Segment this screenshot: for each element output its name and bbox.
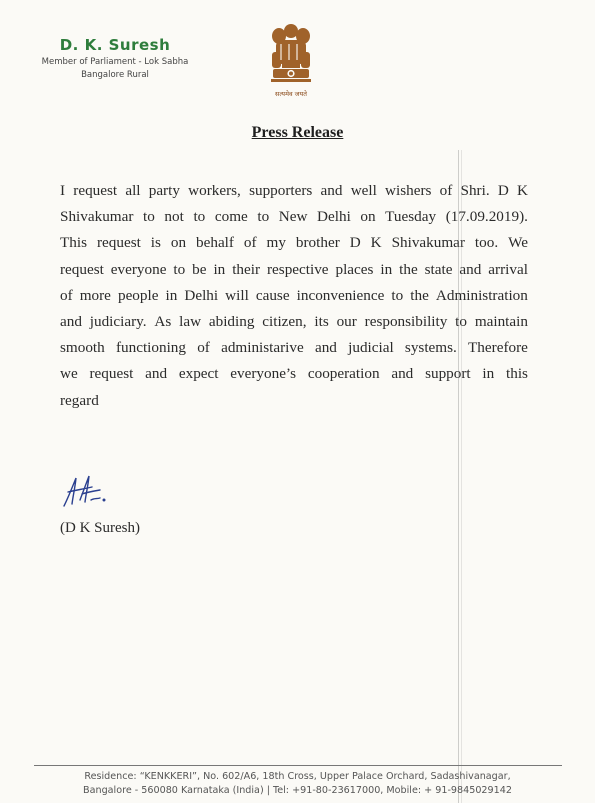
body-word: law (179, 313, 202, 331)
body-word: to (257, 208, 270, 226)
footer-divider (34, 765, 562, 766)
body-word: responsibility (364, 313, 448, 331)
body-word: in (213, 260, 226, 278)
body-word: judicial (348, 339, 394, 357)
body-word: its (314, 313, 329, 331)
body-word: on (170, 234, 187, 252)
body-word: well (350, 182, 377, 199)
body-word: support (425, 365, 471, 383)
body-word: state (424, 260, 453, 278)
body-word: of (243, 234, 257, 252)
sender-role: Member of Parliament - Lok Sabha (41, 57, 189, 67)
fold-line (458, 150, 459, 803)
body-word: request (60, 260, 104, 278)
body-word: cooperation (307, 365, 380, 383)
body-word: systems. (404, 339, 457, 357)
letterhead (20, 36, 210, 80)
body-word: K (370, 234, 382, 252)
body-word: wishers (385, 182, 432, 199)
national-emblem (262, 22, 320, 110)
body-word: is (150, 234, 161, 252)
page-title: Press Release (251, 124, 344, 141)
body-word: not (164, 208, 184, 226)
body-word: (17.09.2019). (445, 208, 528, 226)
body-word: abiding (208, 313, 255, 331)
body-word: I (60, 182, 66, 199)
body-word: Delhi (317, 208, 351, 226)
body-word: on (360, 208, 376, 226)
footer-line: Bangalore - 560080 Karnataka (India) | Tel: +91-80-23617000, Mobile: + 91-9845029142 (83, 785, 512, 796)
footer-address (0, 770, 595, 798)
lion-capital-icon (268, 22, 314, 88)
body-word: everyone (110, 260, 167, 278)
body-word: cause (255, 286, 290, 304)
body-word: brother (295, 234, 340, 252)
body-word: judiciary. (89, 313, 147, 331)
body-word: our (336, 313, 357, 331)
body-word: citizen, (262, 313, 307, 331)
body-word: expect (178, 365, 219, 383)
body-word: We (508, 234, 528, 252)
body-word: to (391, 286, 404, 304)
body-word: functioning (115, 339, 186, 357)
body-word: all (125, 182, 141, 199)
body-word: in (380, 260, 393, 278)
body-word: this (506, 365, 528, 383)
body-word: in (165, 286, 178, 304)
body-word: the (399, 260, 418, 278)
body-word: my (266, 234, 286, 252)
body-word: Therefore (468, 339, 528, 357)
body-word: D (497, 182, 509, 199)
body-word: request (73, 182, 118, 199)
body-word: and (60, 313, 82, 331)
body-word: workers, (188, 182, 241, 199)
body-word: and (459, 260, 482, 278)
body-word: K (517, 182, 528, 199)
body-word: Shivakumar (391, 234, 465, 252)
body-word: and (314, 339, 337, 357)
body-word: request (89, 365, 134, 383)
body-word: Shivakumar (60, 208, 134, 226)
body-word: behalf (196, 234, 234, 252)
body-word: we (60, 365, 78, 383)
signature-icon (58, 470, 110, 512)
body-word: Shri. (460, 182, 490, 199)
body-word: D (349, 234, 361, 252)
body-word: more (79, 286, 111, 304)
signatory-name: (D K Suresh) (60, 520, 140, 536)
body-word: come (214, 208, 248, 226)
body-word: of (439, 182, 453, 199)
body-word: to (193, 208, 206, 226)
body-word: and (391, 365, 414, 383)
body-word: be (192, 260, 207, 278)
footer-line: Residence: “KENKKERI”, No. 602/A6, 18th Cross, Upper Palace Orchard, Sadashivanagar, (84, 771, 511, 782)
body-word: Administration (435, 286, 528, 304)
body-word: and (320, 182, 343, 199)
body-word: inconvenience (296, 286, 385, 304)
sender-name: D. K. Suresh (59, 36, 171, 54)
body-word: New (278, 208, 308, 226)
body-word: to (173, 260, 186, 278)
body-word: administarive (221, 339, 304, 357)
fold-line (461, 150, 462, 803)
body-word: As (154, 313, 172, 331)
body-word: in (482, 365, 495, 383)
body-word: request (96, 234, 141, 252)
body-word: their (232, 260, 261, 278)
body-word: maintain (474, 313, 528, 331)
body-word: to (455, 313, 467, 331)
body-word: of (197, 339, 210, 357)
body-line: regard (60, 391, 99, 409)
body-word: and (145, 365, 168, 383)
body-word: arrival (488, 260, 528, 278)
body-word: smooth (60, 339, 105, 357)
body-word: Delhi (184, 286, 219, 304)
body-word: places (335, 260, 374, 278)
body-word: everyone’s (230, 365, 297, 383)
body-word: to (143, 208, 155, 226)
body-word: the (410, 286, 429, 304)
body-word: too. (474, 234, 499, 252)
emblem-motto: सत्यमेव जयते (275, 90, 307, 98)
body-word: people (117, 286, 159, 304)
body-word: will (225, 286, 249, 304)
body-word: of (60, 286, 73, 304)
body-word: supporters (249, 182, 313, 199)
body-word: Tuesday (385, 208, 437, 226)
body-word: This (60, 234, 88, 252)
body-word: party (148, 182, 180, 199)
body-word: respective (266, 260, 329, 278)
sender-constituency: Bangalore Rural (81, 70, 149, 80)
